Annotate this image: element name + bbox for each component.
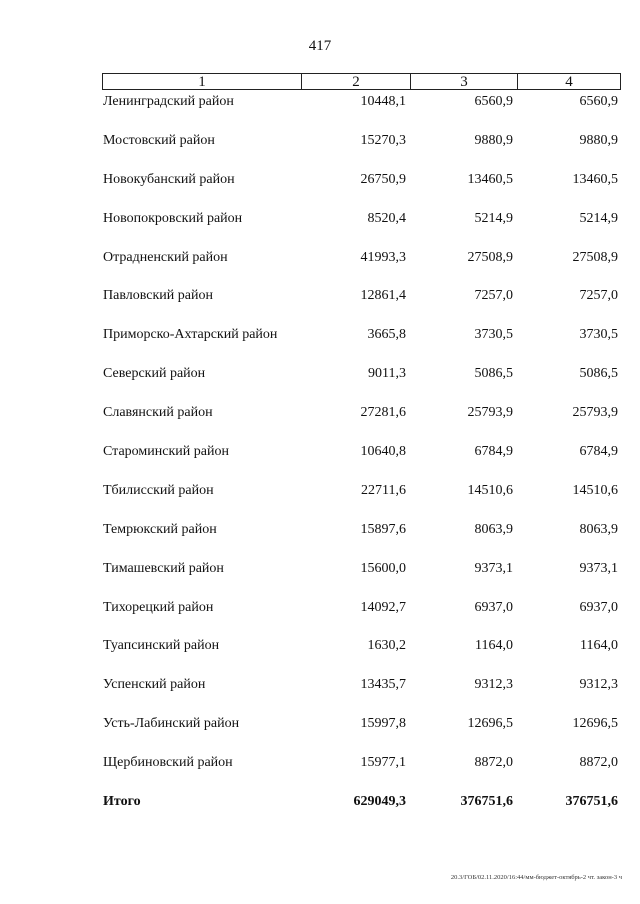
value-col-2: 1630,2 <box>367 638 406 654</box>
value-col-4: 9312,3 <box>579 677 618 693</box>
table-row <box>0 249 640 288</box>
value-col-3: 9373,1 <box>474 560 513 576</box>
value-col-2: 26750,9 <box>360 171 406 187</box>
column-header-4: 4 <box>565 74 573 90</box>
value-col-3: 8872,0 <box>474 755 513 771</box>
value-col-3: 12696,5 <box>467 716 513 732</box>
total-col-3: 376751,6 <box>460 794 513 809</box>
value-col-4: 14510,6 <box>572 482 618 498</box>
value-col-4: 8872,0 <box>579 755 618 771</box>
district-name: Тимашевский район <box>103 560 224 576</box>
district-name: Павловский район <box>103 288 213 304</box>
value-col-2: 15270,3 <box>360 132 406 148</box>
table-row <box>0 326 640 365</box>
district-name: Новокубанский район <box>103 171 235 187</box>
value-col-4: 12696,5 <box>572 716 618 732</box>
value-col-3: 27508,9 <box>467 249 513 265</box>
value-col-2: 10448,1 <box>360 94 406 109</box>
value-col-4: 5214,9 <box>579 210 618 226</box>
value-col-2: 12861,4 <box>360 288 406 304</box>
value-col-3: 6784,9 <box>474 444 513 460</box>
value-col-3: 6560,9 <box>474 94 513 109</box>
value-col-2: 15897,6 <box>360 521 406 537</box>
district-name: Темрюкский район <box>103 521 217 537</box>
district-name: Успенский район <box>103 677 206 693</box>
district-name: Ленинградский район <box>103 94 234 109</box>
table-row <box>0 637 640 676</box>
table-row <box>0 560 640 599</box>
column-header-2: 2 <box>302 74 411 89</box>
value-col-2: 10640,8 <box>360 444 406 460</box>
district-name: Северский район <box>103 366 206 382</box>
district-name: Щербиновский район <box>103 755 233 771</box>
total-label: Итого <box>103 794 141 809</box>
value-col-2: 9011,3 <box>368 366 406 382</box>
table-row <box>0 93 640 132</box>
column-header-1: 1 <box>103 74 302 89</box>
value-col-2: 15600,0 <box>360 560 406 576</box>
district-name: Тбилисский район <box>103 482 214 498</box>
total-col-2: 629049,3 <box>353 794 406 809</box>
district-name: Отрадненский район <box>103 249 228 265</box>
district-name: Туапсинский район <box>103 638 220 654</box>
value-col-3: 3730,5 <box>474 327 513 343</box>
table-row <box>0 754 640 793</box>
value-col-4: 1164,0 <box>580 638 618 654</box>
value-col-2: 8520,4 <box>367 210 406 226</box>
value-col-4: 6560,9 <box>579 94 618 109</box>
table-row <box>0 482 640 521</box>
table-row <box>0 404 640 443</box>
district-name: Новопокровский район <box>103 210 243 226</box>
value-col-2: 14092,7 <box>360 599 406 615</box>
district-name: Тихорецкий район <box>103 599 214 615</box>
value-col-4: 25793,9 <box>572 405 618 421</box>
district-name: Усть-Лабинский район <box>103 716 240 732</box>
value-col-4: 6937,0 <box>579 599 618 615</box>
district-name: Староминский район <box>103 444 229 460</box>
value-col-3: 14510,6 <box>467 482 513 498</box>
value-col-2: 27281,6 <box>360 405 406 421</box>
value-col-2: 41993,3 <box>360 249 406 265</box>
column-header-3: 3 <box>411 74 518 89</box>
page-number: 417 <box>308 38 332 54</box>
value-col-4: 8063,9 <box>579 521 618 537</box>
value-col-2: 22711,6 <box>361 482 406 498</box>
value-col-2: 3665,8 <box>367 327 406 343</box>
value-col-3: 7257,0 <box>474 288 513 304</box>
value-col-4: 3730,5 <box>579 327 618 343</box>
table-row <box>0 365 640 404</box>
value-col-3: 25793,9 <box>467 405 513 421</box>
table-row <box>0 443 640 482</box>
value-col-3: 13460,5 <box>467 171 513 187</box>
total-col-4: 376751,6 <box>565 794 618 809</box>
value-col-4: 9880,9 <box>579 132 618 148</box>
table-row <box>0 521 640 560</box>
value-col-3: 9312,3 <box>474 677 513 693</box>
value-col-4: 6784,9 <box>579 444 618 460</box>
value-col-3: 1164,0 <box>475 638 513 654</box>
value-col-4: 7257,0 <box>579 288 618 304</box>
table-row <box>0 715 640 754</box>
value-col-4: 5086,5 <box>579 366 618 382</box>
value-col-2: 13435,7 <box>360 677 406 693</box>
table-row <box>0 210 640 249</box>
table-row <box>0 132 640 171</box>
table-header <box>102 73 621 90</box>
value-col-2: 15997,8 <box>360 716 406 732</box>
value-col-2: 15977,1 <box>360 755 406 771</box>
table-row <box>0 287 640 326</box>
table-row <box>0 676 640 715</box>
value-col-3: 5214,9 <box>474 210 513 226</box>
total-row <box>0 793 640 813</box>
value-col-4: 13460,5 <box>572 171 618 187</box>
district-name: Славянский район <box>103 405 213 421</box>
district-name: Мостовский район <box>103 132 215 148</box>
value-col-3: 8063,9 <box>474 521 513 537</box>
district-name: Приморско-Ахтарский район <box>103 327 278 343</box>
table-body <box>0 93 640 793</box>
value-col-4: 9373,1 <box>579 560 618 576</box>
value-col-3: 5086,5 <box>474 366 513 382</box>
value-col-3: 6937,0 <box>474 599 513 615</box>
value-col-3: 9880,9 <box>474 132 513 148</box>
table-row <box>0 599 640 638</box>
document-footer-code: 20.3/ГОБ/02.11.2020/16:44/мм-бюджет-октябрь-2 чт. закон-3 ч <box>450 874 622 881</box>
table-row <box>0 171 640 210</box>
value-col-4: 27508,9 <box>572 249 618 265</box>
